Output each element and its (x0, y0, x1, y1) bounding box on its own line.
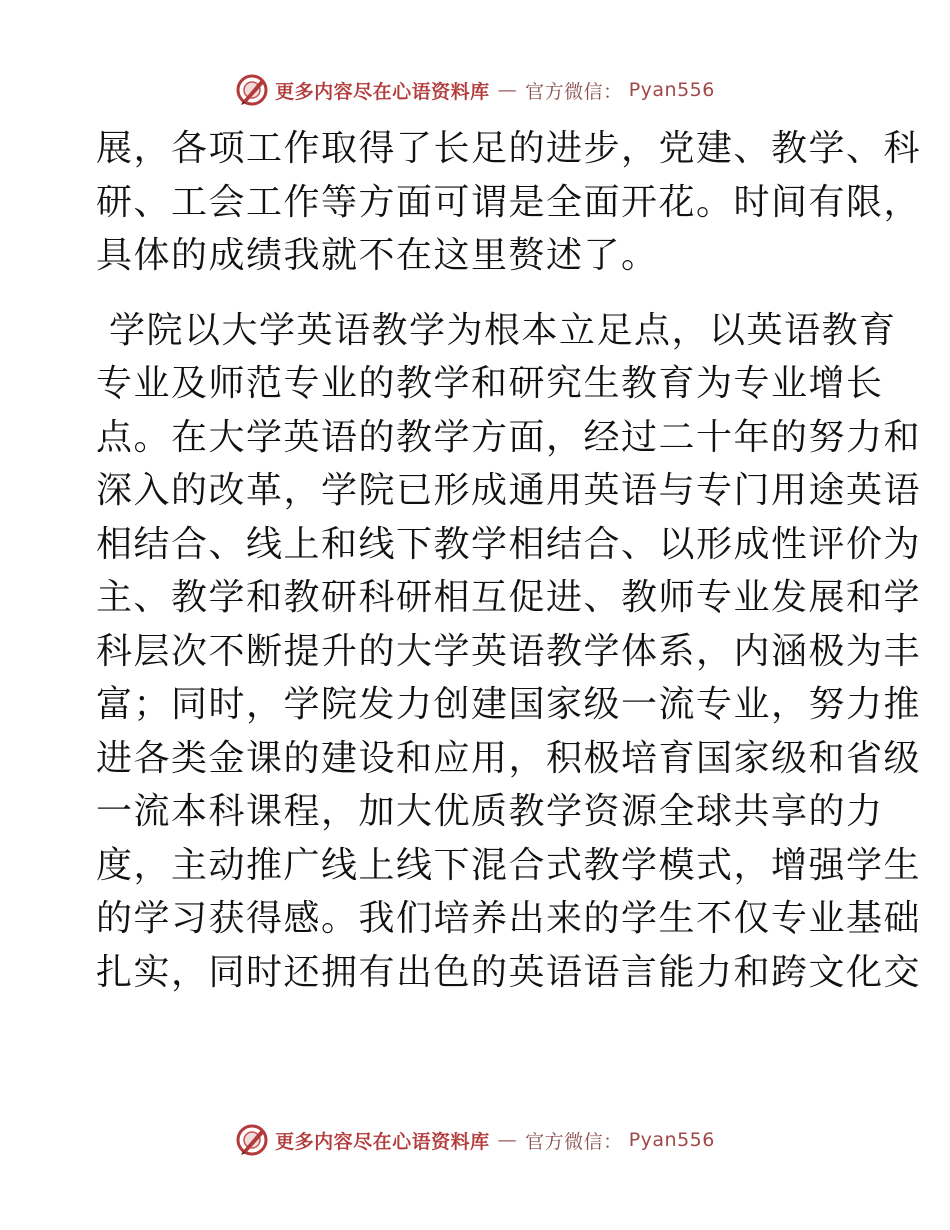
footer-banner (0, 1120, 950, 1160)
banner-title: 更多内容尽在心语资料库 (275, 1130, 490, 1153)
document-body (96, 122, 922, 999)
text-line: 科层次不断提升的大学英语教学体系，内涵极为丰 (96, 630, 922, 672)
text-line: 主、教学和教研科研相互促进、教师专业发展和学 (96, 577, 922, 618)
text-line: 富；同时，学院发力创建国家级一流专业，努力推 (96, 684, 922, 725)
banner-wechat-id: Pyan556 (628, 1129, 715, 1151)
banner-title: 更多内容尽在心语资料库 (275, 80, 490, 103)
text-line: 相结合、线上和线下教学相结合、以形成性评价为 (96, 523, 922, 565)
pen-circle-logo-icon (235, 1123, 269, 1157)
text-line: 深入的改革，学院已形成通用英语与专门用途英语 (96, 470, 922, 511)
text-line: 点。在大学英语的教学方面，经过二十年的努力和 (96, 416, 922, 458)
text-line: 度，主动推广线上线下混合式教学模式，增强学生 (96, 844, 922, 886)
banner-official-label: 官方微信： (525, 1130, 623, 1153)
banner-wechat-id: Pyan556 (628, 79, 715, 101)
text-line: 具体的成绩我就不在这里赘述了。 (96, 235, 659, 276)
text-line: 进各类金课的建设和应用，积极培育国家级和省级 (96, 737, 922, 779)
pen-circle-logo-icon (235, 73, 269, 107)
header-banner (0, 70, 950, 110)
paragraph-2 (96, 304, 922, 1000)
text-line: 一流本科课程，加大优质教学资源全球共享的力 (96, 791, 884, 832)
text-line: 专业及师范专业的教学和研究生教育为专业增长 (96, 363, 884, 404)
banner-dash: — (497, 79, 518, 101)
text-line: 展，各项工作取得了长足的进步，党建、教学、科 (96, 128, 922, 169)
banner-official-label: 官方微信： (525, 80, 623, 103)
text-line: 研、工会工作等方面可谓是全面开花。时间有限， (96, 181, 922, 223)
text-line: 的学习获得感。我们培养出来的学生不仅专业基础 (96, 898, 922, 939)
text-line: 扎实，同时还拥有出色的英语语言能力和跨文化交 (96, 951, 922, 993)
banner-dash: — (497, 1129, 518, 1151)
text-line: 学院以大学英语教学为根本立足点，以英语教育 (96, 309, 897, 351)
paragraph-1 (96, 122, 922, 283)
paragraph-gap (96, 283, 856, 304)
